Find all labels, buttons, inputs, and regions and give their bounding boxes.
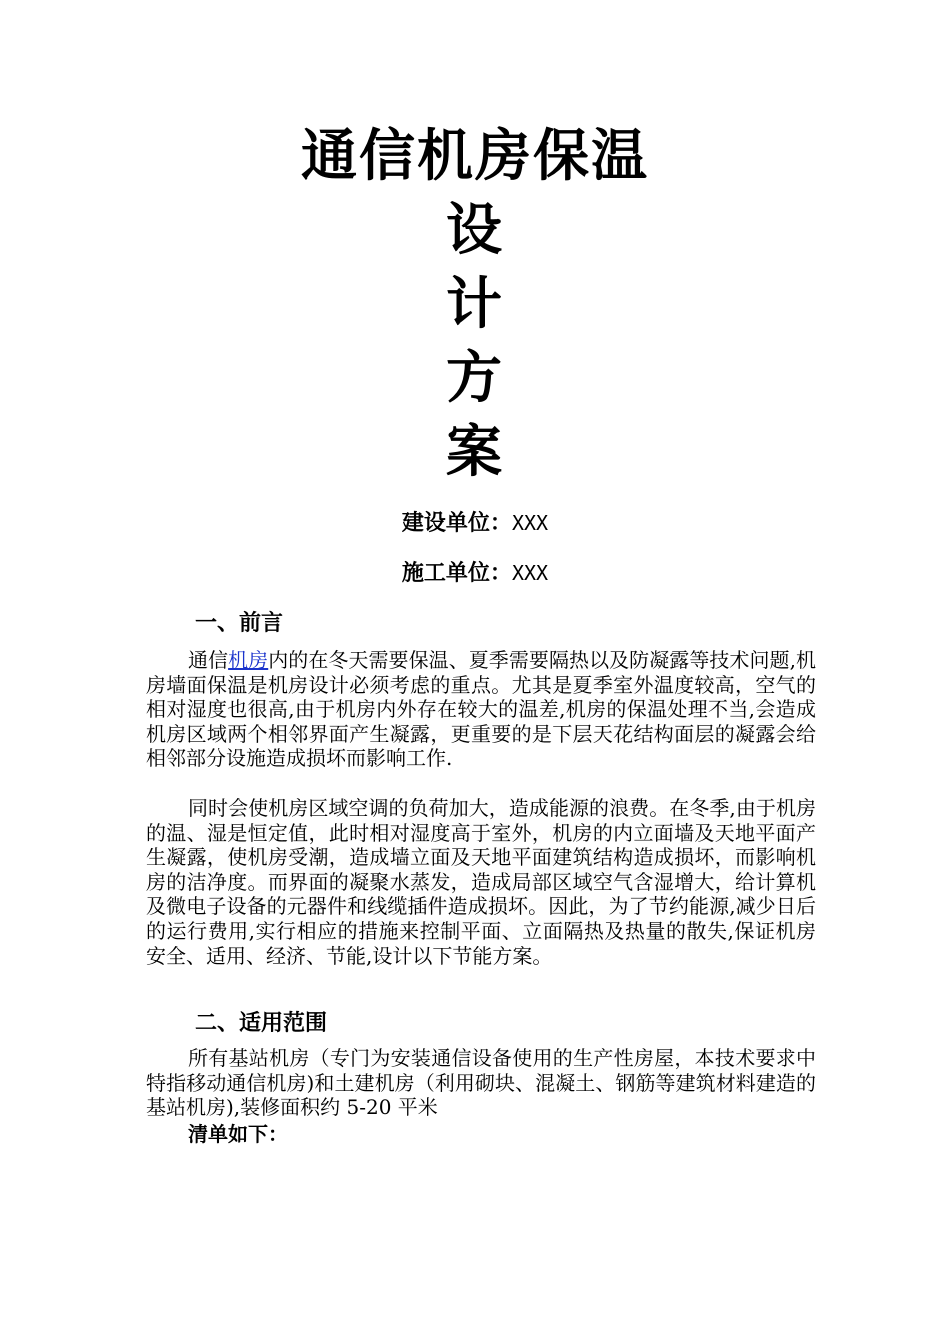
preface-text-rest: 内的在冬天需要保温、夏季需要隔热以及防凝露等技术问题,机房墙面保温是机房设计必须考虑的重点。尤其是夏季室外温度较高，空气的相对湿度也很高,由于机房内外存在较大的温差,机房的保温处理不当,会造成机房区域两个相邻界面产生凝露，更重要的是下层天花结构面层的凝露会给相邻部分设施造成损坏而影响工作. <box>146 648 817 771</box>
builder-unit-line <box>0 558 950 588</box>
construction-unit-value: XXX <box>511 511 549 535</box>
machine-room-link[interactable]: 机房 <box>228 648 269 672</box>
preface-paragraph-2: 同时会使机房区域空调的负荷加大，造成能源的浪费。在冬季,由于机房的温、湿是恒定值，此时相对湿度高于室外，机房的内立面墙及天地平面产生凝露，使机房受潮，造成墙立面及天地平面建筑结构造成损坏，而影响机房的洁净度。而界面的凝聚水蒸发，造成局部区域空气含湿增大，给计算机及微电子设备的元器件和线缆插件造成损坏。因此，为了节约能源,减少日后的运行费用,实行相应的措施来控制平面、立面隔热及热量的散失,保证机房安全、适用、经济、节能,设计以下节能方案。 <box>146 796 816 968</box>
preface-text-start: 通信 <box>188 648 229 672</box>
section-heading-scope: 二、适用范围 <box>195 1010 328 1036</box>
construction-unit-label: 建设单位： <box>401 510 512 536</box>
scope-paragraph: 所有基站机房（专门为安装通信设备使用的生产性房屋，本技术要求中特指移动通信机房)和土建机房（利用砌块、混凝土、钢筋等建筑材料建造的基站机房),装修面积约 5-20 平米 <box>146 1046 816 1120</box>
list-label: 清单如下： <box>188 1122 288 1146</box>
title-line-4: 方 <box>446 346 504 411</box>
builder-unit-value: XXX <box>511 561 549 585</box>
title-line-2: 设 <box>446 198 504 263</box>
document-title <box>0 120 950 490</box>
construction-unit-line <box>0 508 950 538</box>
title-line-3: 计 <box>446 272 504 337</box>
builder-unit-label: 施工单位： <box>401 560 512 586</box>
title-line-1: 通信机房保温 <box>301 124 649 189</box>
title-line-5: 案 <box>446 420 504 485</box>
section-heading-preface: 一、前言 <box>195 610 284 636</box>
preface-paragraph-1 <box>146 648 816 771</box>
